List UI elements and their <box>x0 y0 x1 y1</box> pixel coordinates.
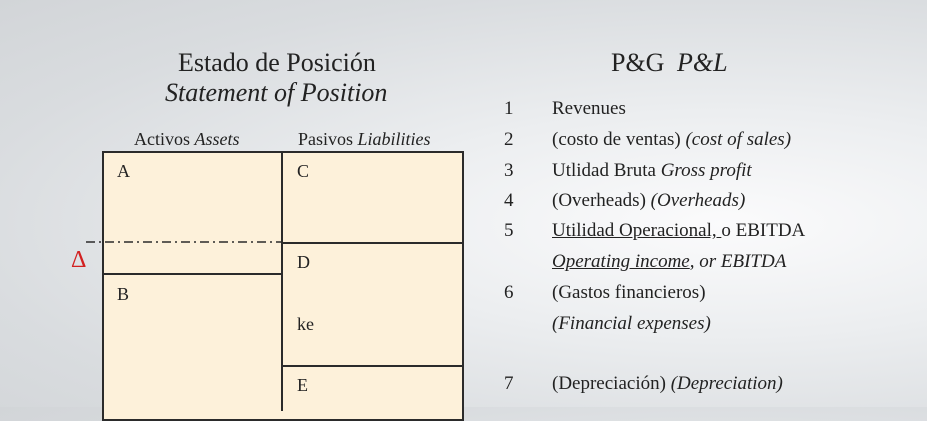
pl-row-text-english: Operating income <box>552 251 690 272</box>
assets-label: Activos <box>134 129 190 149</box>
pl-row-text: Revenues <box>552 98 626 119</box>
balance-center-divider <box>281 151 283 411</box>
pl-row-number: 1 <box>504 98 514 119</box>
delta-symbol: Δ <box>71 247 87 273</box>
cell-a: A <box>117 161 130 181</box>
pl-row-text <box>552 251 786 273</box>
pl-row-text <box>552 220 805 242</box>
liabilities-divider-cd <box>281 242 464 244</box>
cell-b: B <box>117 284 130 304</box>
balance-title-english: Statement of Position <box>165 78 388 107</box>
pl-row-text <box>552 373 783 395</box>
pl-title <box>611 48 728 78</box>
liabilities-column-header <box>298 129 431 149</box>
pl-row-text-spanish: (Overheads) <box>552 190 646 211</box>
cell-d: D <box>297 252 310 272</box>
pl-row-text-english: (Overheads) <box>650 190 746 211</box>
pl-row-text-spanish: (costo de ventas) <box>552 129 681 150</box>
pl-row-number: 7 <box>504 373 514 394</box>
pl-row-number: 6 <box>504 282 514 303</box>
assets-divider <box>102 273 282 275</box>
pl-row-text-english: Gross profit <box>660 160 752 181</box>
pl-title-english: P&L <box>676 48 728 77</box>
pl-row-text: (Financial expenses) <box>552 313 711 334</box>
pl-row-number: 3 <box>504 160 514 181</box>
pl-row-text-spanish: Utlidad Bruta <box>552 160 656 181</box>
pl-row-text-suffix: , or EBITDA <box>689 251 787 272</box>
pl-row-text-spanish: Utilidad Operacional, <box>552 220 722 241</box>
pl-row-number: 2 <box>504 129 514 150</box>
pl-row-text <box>552 190 745 212</box>
assets-label-english: Assets <box>194 129 240 149</box>
pl-row-text: (Gastos financieros) <box>552 282 706 303</box>
pl-row-number: 4 <box>504 190 514 211</box>
pl-row-text <box>552 129 791 151</box>
liabilities-divider-de <box>281 365 464 367</box>
pl-row-text-spanish: (Depreciación) <box>552 373 666 394</box>
pl-row-text-english: (Depreciation) <box>670 373 783 394</box>
pl-row-text <box>552 160 752 182</box>
pl-row-text-english: (cost of sales) <box>685 129 792 150</box>
pl-row-number: 5 <box>504 220 514 241</box>
assets-column-header <box>134 129 240 149</box>
cell-e: E <box>297 375 308 395</box>
balance-title: Estado de Posición <box>178 48 376 77</box>
delta-dashed-line <box>86 240 286 244</box>
balance-sheet-box <box>102 151 464 421</box>
liabilities-label: Pasivos <box>298 129 354 149</box>
cell-c: C <box>297 161 310 181</box>
liabilities-label-english: Liabilities <box>357 129 431 149</box>
pl-row-text-suffix: o EBITDA <box>721 220 806 241</box>
pl-title-spanish: P&G <box>611 48 665 77</box>
cell-ke: ke <box>297 314 314 334</box>
